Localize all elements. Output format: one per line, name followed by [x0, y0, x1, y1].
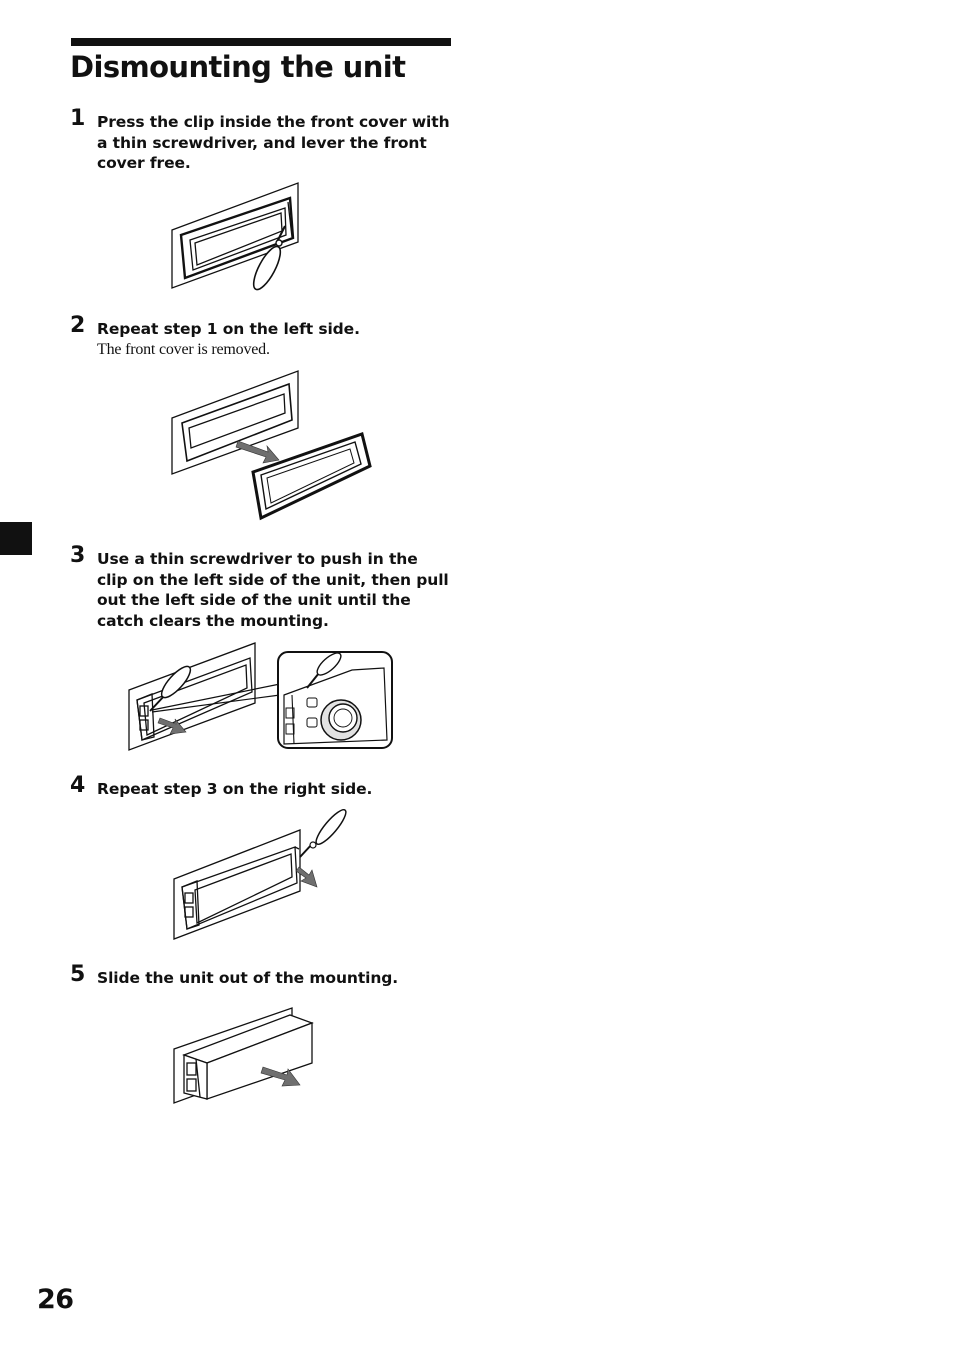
step-number-1: 1 [70, 106, 86, 131]
illustration-step-1-pry-front-cover [165, 180, 310, 295]
step-text-3: Use a thin screwdriver to push in the clip on the left side of the unit, then pull out the left side of the unit until the catch clears the mounting. [97, 550, 449, 630]
title-rule [71, 38, 451, 46]
section-tab-marker [0, 522, 32, 555]
illustration-step-4-release-right-clip [167, 805, 357, 945]
step-text-5: Slide the unit out of the mounting. [97, 969, 399, 987]
step-text-2: Repeat step 1 on the left side. [97, 320, 360, 338]
page-number: 26 [37, 1284, 74, 1315]
illustration-step-2-cover-removed [165, 368, 377, 526]
step-note-2: The front cover is removed. [97, 341, 270, 358]
step-text-1: Press the clip inside the front cover with a thin screwdriver, and lever the front cover free. [97, 113, 450, 172]
screwdriver-icon [300, 806, 350, 857]
illustration-step-5-slide-unit-out [167, 1005, 322, 1110]
step-number-3: 3 [70, 543, 86, 568]
page-title: Dismounting the unit [70, 50, 406, 84]
step-number-2: 2 [70, 313, 86, 338]
arrow-icon [236, 441, 279, 463]
illustration-step-3-release-left-clip [122, 640, 402, 758]
step-number-4: 4 [70, 773, 86, 798]
arrow-icon [296, 867, 317, 887]
detail-zoom-callout [278, 650, 392, 748]
step-text-4: Repeat step 3 on the right side. [97, 780, 373, 798]
step-number-5: 5 [70, 962, 86, 987]
